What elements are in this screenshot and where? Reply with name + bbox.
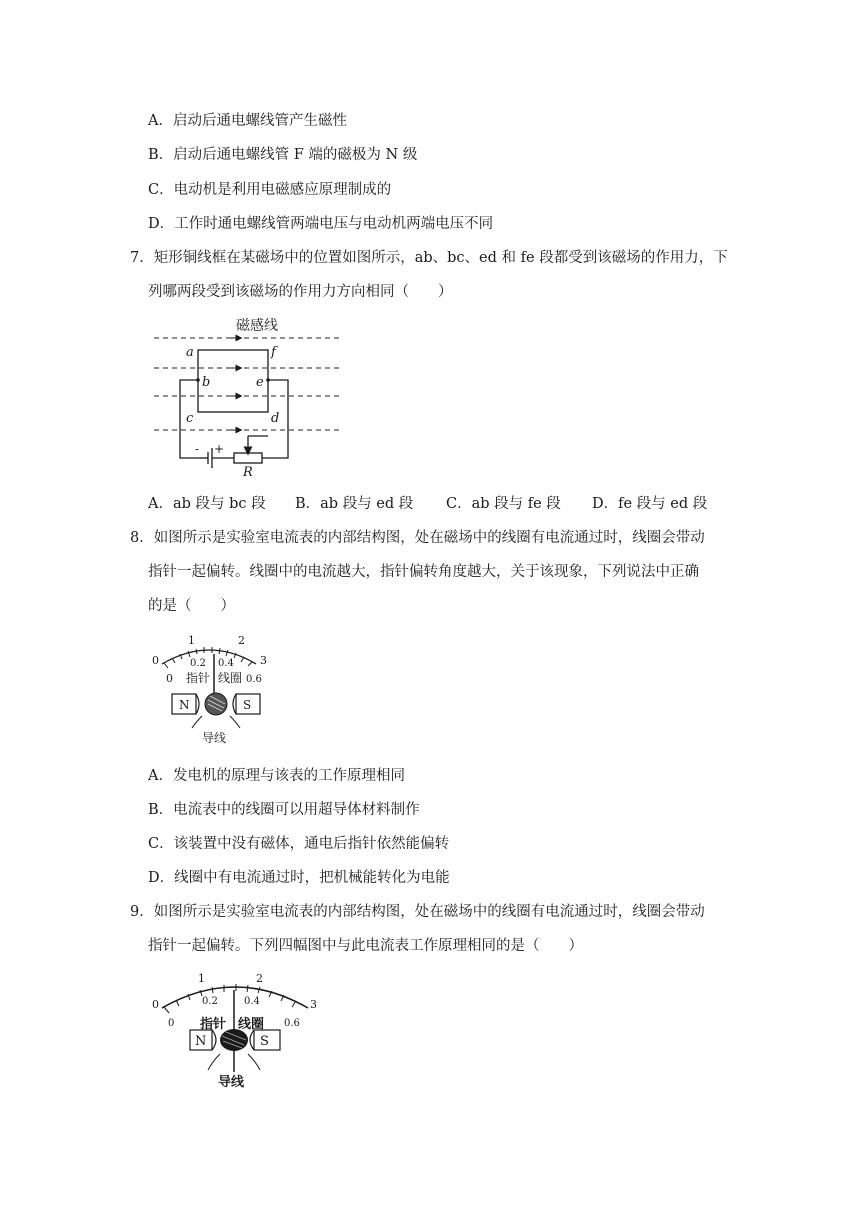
scale-top-2: 2 [238, 634, 245, 647]
q8-figure-ammeter [150, 630, 270, 750]
q7-stem-line-1: 7．矩形铜线框在某磁场中的位置如图所示，ab、bc、ed 和 fe 段都受到该磁场的作用力，下 [130, 250, 728, 266]
q7-option-a: A．ab 段与 bc 段 [148, 496, 266, 512]
label-e: e [256, 375, 264, 390]
label-r: R [243, 465, 253, 480]
q8-option-d: D．线圈中有电流通过时，把机械能转化为电能 [148, 870, 450, 886]
scale-bottom-1: 0.2 [190, 658, 206, 669]
q8-stem-line-1: 8．如图所示是实验室电流表的内部结构图，处在磁场中的线圈有电流通过时，线圈会带动 [130, 530, 705, 546]
q8-stem-line-3: 的是（ ） [148, 598, 235, 614]
scale-bottom-2: 0.4 [244, 996, 260, 1007]
q7-figure-magnetic-field-circuit [150, 310, 350, 480]
label-a: a [186, 345, 194, 360]
scale-bottom-1: 0.2 [202, 996, 218, 1007]
scale-arc [162, 650, 256, 664]
q6-option-c: C．电动机是利用电磁感应原理制成的 [148, 182, 392, 198]
magnet-s-label: S [260, 1034, 269, 1049]
q8-option-a: A．发电机的原理与该表的工作原理相同 [148, 768, 405, 784]
label-c: c [186, 411, 194, 426]
scale-ticks [164, 984, 296, 1013]
coil-label: 线圈 [218, 671, 243, 685]
label-f: f [271, 345, 276, 360]
coil-icon [220, 1029, 248, 1051]
coil-label: 线圈 [238, 1017, 265, 1032]
scale-bottom-3: 0.6 [246, 674, 262, 685]
q7-option-b: B．ab 段与 ed 段 [295, 496, 414, 512]
q6-option-b: B．启动后通电螺线管 F 端的磁极为 N 级 [148, 147, 418, 163]
label-minus: - [195, 442, 200, 456]
scale-bottom-2: 0.4 [218, 658, 234, 669]
q9-stem-line-2: 指针一起偏转。下列四幅图中与此电流表工作原理相同的是（ ） [148, 938, 583, 954]
q8-option-b: B．电流表中的线圈可以用超导体材料制作 [148, 802, 420, 818]
scale-top-3: 3 [260, 654, 267, 667]
scale-arc [162, 987, 308, 1008]
q7-option-c: C．ab 段与 fe 段 [446, 496, 561, 512]
field-lines-title: 磁感线 [236, 318, 278, 334]
rheostat [234, 453, 262, 463]
label-plus: + [214, 442, 225, 456]
q7-stem-line-2: 列哪两段受到该磁场的作用力方向相同（ ） [148, 284, 453, 300]
q6-option-a: A．启动后通电螺线管产生磁性 [148, 113, 347, 129]
scale-top-0: 0 [152, 654, 159, 667]
scale-top-1: 1 [198, 972, 205, 985]
magnet-n-label: N [179, 698, 190, 712]
magnet-s-label: S [243, 698, 252, 712]
q8-option-c: C．该装置中没有磁体，通电后指针依然能偏转 [148, 836, 450, 852]
label-b: b [202, 375, 211, 390]
q7-option-d: D．fe 段与 ed 段 [592, 496, 708, 512]
q6-option-d: D．工作时通电螺线管两端电压与电动机两端电压不同 [148, 216, 494, 232]
q9-figure-ammeter [150, 968, 320, 1092]
q8-stem-line-2: 指针一起偏转。线圈中的电流越大，指针偏转角度越大，关于该现象，下列说法中正确 [148, 564, 699, 580]
scale-top-0: 0 [152, 998, 159, 1011]
scale-bottom-0: 0 [168, 1018, 175, 1029]
scale-bottom-0: 0 [166, 672, 173, 685]
scale-top-1: 1 [188, 634, 195, 647]
wire-label: 导线 [218, 1075, 245, 1090]
magnet-n-label: N [195, 1034, 207, 1049]
scale-top-3: 3 [310, 998, 317, 1011]
scale-top-2: 2 [256, 972, 263, 985]
scale-bottom-3: 0.6 [284, 1018, 300, 1029]
q9-stem-line-1: 9．如图所示是实验室电流表的内部结构图，处在磁场中的线圈有电流通过时，线圈会带动 [130, 904, 705, 920]
pointer-label: 指针 [200, 1017, 227, 1032]
label-d: d [271, 411, 280, 426]
pointer-label: 指针 [186, 671, 211, 685]
wire-label: 导线 [202, 731, 227, 745]
